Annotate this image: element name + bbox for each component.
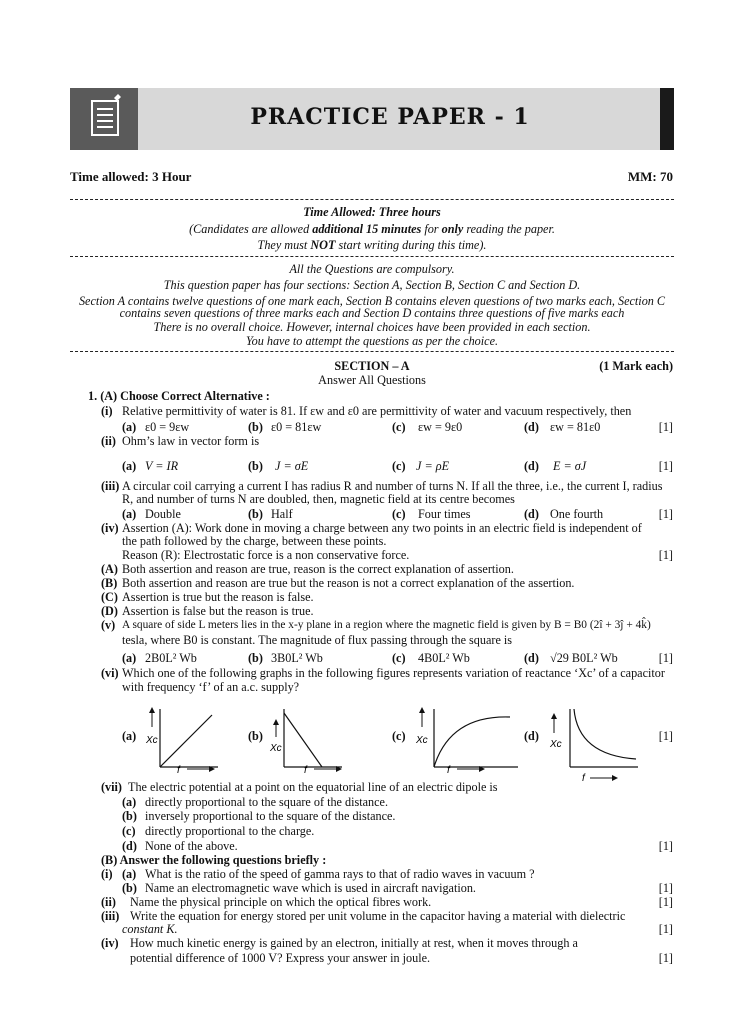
question-ii: Ohm’s law in vector form is [122,434,260,448]
qnum: (v) [101,618,116,632]
opt-label: (d) [524,459,539,473]
qnum: (iii) [101,479,120,493]
x-axis-label: f [177,765,180,776]
page-title: PRACTICE PAPER - 1 [250,104,530,130]
opt-label: (A) [101,562,118,576]
max-marks: MM: 70 [627,169,673,184]
qnum: (iv) [101,936,119,950]
option: directly proportional to the square of the distance. [145,795,388,809]
opt-label: (C) [101,590,118,604]
option: V = IR [145,459,179,473]
instruction-3: Section A contains twelve questions of one mark each, Section B contains eleven questions of two marks each, Section C [78,294,666,308]
section-marks: (1 Mark each) [599,359,673,373]
opt-label: (c) [392,420,406,434]
opt-label: (b) [248,459,263,473]
opt-label: (D) [101,604,118,618]
marks: [1] [658,651,673,665]
marks: [1] [658,951,673,965]
time-box-line3: They must NOT start writing during this time). [257,238,487,252]
opt-label: (d) [524,507,539,521]
instruction-4: contains seven questions of three marks each and Section D contains three questions of five marks each [119,306,625,320]
question-iii-line1: A circular coil carrying a current I has radius R and number of turns N. If all the three, i.e., the current I, radius [122,479,663,493]
time-allowed: Time allowed: 3 Hour [70,169,192,184]
option: ε0 = 9εw [145,420,190,434]
qnum: (vii) [101,780,122,794]
question-iv-line1: Assertion (A): Work done in moving a charge between any two points in an electric field is independent of [122,521,642,535]
opt-label: (b) [248,420,263,434]
question-b-iv-line1: How much kinetic energy is gained by an electron, initially at rest, when it moves through a [130,936,578,950]
marks: [1] [658,459,673,473]
opt-label: (b) [248,729,263,743]
opt-label: (a) [122,867,137,881]
x-axis-label: f [304,765,307,776]
question-1-heading: 1. (A) Choose Correct Alternative : [88,389,270,403]
divider [70,199,674,200]
question-i: Relative permittivity of water is 81. If εw and ε0 are permittivity of water and vacuum respectively, then [122,404,632,418]
opt-label: (c) [392,729,406,743]
question-b-iii-line2: constant K. [122,922,178,936]
paper-icon [70,88,138,150]
instruction-5: There is no overall choice. However, internal choices have been provided in each section. [153,320,591,334]
x-axis-label: f [447,765,450,776]
option: J = σE [275,459,309,473]
question-iv-line2: the path followed by the charge, between these points. [122,534,387,548]
qnum: (vi) [101,666,119,680]
opt-label: (d) [524,729,539,743]
option: J = ρE [416,459,450,473]
option: None of the above. [145,839,238,853]
qnum: (ii) [101,895,116,909]
question-b-ii: Name the physical principle on which the optical fibres work. [130,895,432,909]
option: ε0 = 81εw [271,420,322,434]
opt-label: (a) [122,651,137,665]
marks: [1] [658,881,673,895]
question-vi-line1: Which one of the following graphs in the following figures represents variation of reactance ‘Xc’ of a capacitor [122,666,665,680]
time-box-line1: Time Allowed: Three hours [303,205,441,219]
opt-label: (a) [122,459,137,473]
qnum: (i) [101,404,113,418]
opt-label: (d) [524,651,539,665]
option: Four times [418,507,471,521]
opt-label: (c) [392,507,406,521]
opt-label: (d) [524,420,539,434]
opt-label: (c) [392,651,406,665]
option: directly proportional to the charge. [145,824,315,838]
marks: [1] [658,895,673,909]
option: Assertion is false but the reason is true. [122,604,314,618]
option: One fourth [550,507,604,521]
part-b-heading: (B) Answer the following questions briefly : [101,853,327,867]
divider [70,256,674,257]
graph-hyperbola [540,705,640,785]
question-vi-line2: with frequency ‘f’ of an a.c. supply? [122,680,300,694]
time-box-line2: (Candidates are allowed additional 15 minutes for only reading the paper. [189,222,555,236]
option: Assertion is true but the reason is false. [122,590,314,604]
marks: [1] [658,420,673,434]
marks: [1] [658,507,673,521]
opt-label: (b) [122,881,137,895]
x-axis-label: f [582,773,585,784]
option: Double [145,507,181,521]
y-axis-label: Xc [270,743,282,754]
marks: [1] [658,548,673,562]
x-axis-arrow [302,762,362,776]
question-v-line2: tesla, where B0 is constant. The magnitude of flux passing through the square is [122,633,513,647]
question-vii: The electric potential at a point on the equatorial line of an electric dipole is [128,780,498,794]
option: √29 B0L² Wb [550,651,618,665]
option: E = σJ [553,459,587,473]
option: Both assertion and reason are true but the reason is not a correct explanation of the assertion. [122,576,575,590]
option: 3B0L² Wb [271,651,323,665]
marks: [1] [658,729,673,743]
question-b-iii-line1: Write the equation for energy stored per unit volume in the capacitor having a material with dielectric [130,909,626,923]
opt-label: (b) [248,507,263,521]
option: εw = 9ε0 [418,420,463,434]
y-axis-label: Xc [146,735,158,746]
divider [70,351,674,352]
instruction-6: You have to attempt the questions as per the choice. [245,334,499,348]
marks: [1] [658,922,673,936]
question-b-i-b: Name an electromagnetic wave which is used in aircraft navigation. [145,881,476,895]
option: Both assertion and reason are true, reason is the correct explanation of assertion. [122,562,514,576]
opt-label: (b) [248,651,263,665]
question-iv-line3: Reason (R): Electrostatic force is a non conservative force. [122,548,410,562]
opt-label: (a) [122,507,137,521]
question-v-line1: A square of side L meters lies in the x-y plane in a region where the magnetic field is given by B = B0 (2î + 3ĵ + 4k̂) [122,619,651,631]
question-b-i-a: What is the ratio of the speed of gamma rays to that of radio waves in vacuum ? [145,867,535,881]
option: 2B0L² Wb [145,651,197,665]
opt-label: (c) [122,824,136,838]
x-axis-arrow [445,762,505,776]
opt-label: (d) [122,839,137,853]
qnum: (i) [101,867,113,881]
question-iii-line2: R, and number of turns N are doubled, then, magnetic field at its centre becomes [122,492,515,506]
y-axis-label: Xc [550,739,562,750]
question-b-iv-line2: potential difference of 1000 V? Express your answer in joule. [130,951,431,965]
x-axis-arrow [175,762,235,776]
opt-label: (b) [122,809,137,823]
qnum: (iii) [101,909,120,923]
instruction-2: This question paper has four sections: Section A, Section B, Section C and Section D. [163,278,581,292]
option: Half [271,507,293,521]
opt-label: (a) [122,729,137,743]
instruction-1: All the Questions are compulsory. [289,262,455,276]
opt-label: (a) [122,420,137,434]
marks: [1] [658,839,673,853]
qnum: (ii) [101,434,116,448]
banner-accent-bar [660,88,674,150]
opt-label: (a) [122,795,137,809]
opt-label: (B) [101,576,118,590]
option: inversely proportional to the square of the distance. [145,809,396,823]
option: εw = 81ε0 [550,420,601,434]
option: 4B0L² Wb [418,651,470,665]
qnum: (iv) [101,521,119,535]
opt-label: (c) [392,459,406,473]
section-subtitle: Answer All Questions [318,373,426,387]
y-axis-label: Xc [416,735,428,746]
section-title: SECTION – A [334,359,410,373]
